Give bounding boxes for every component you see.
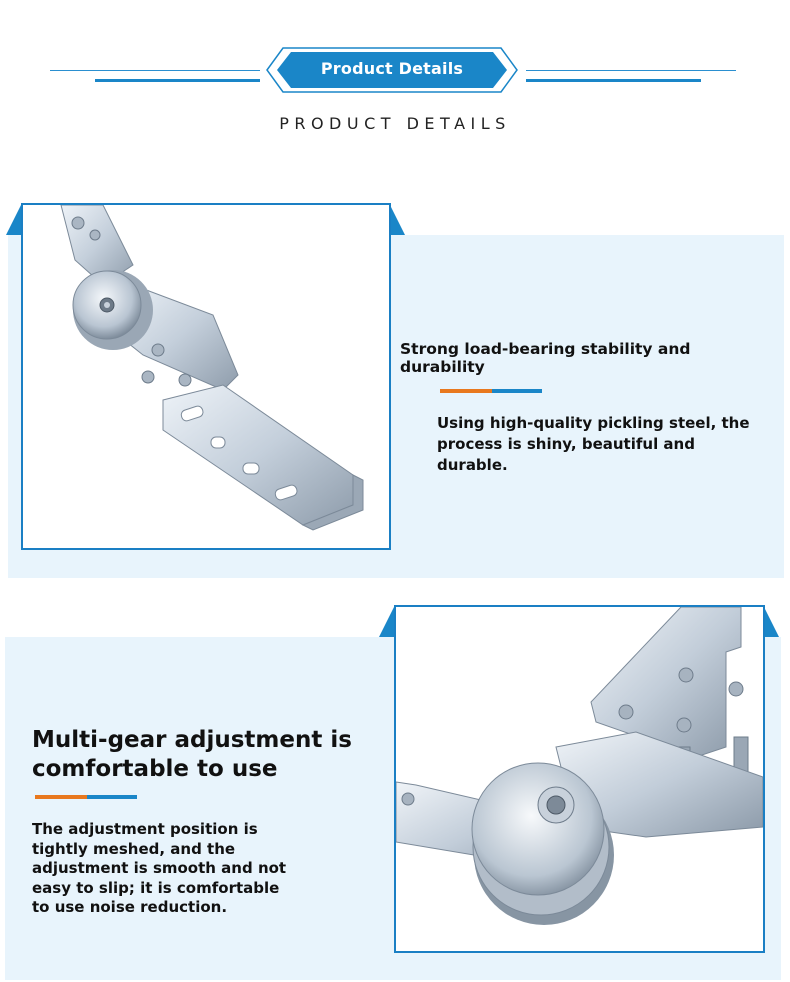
feature-1-image	[21, 203, 391, 550]
section-badge	[265, 46, 519, 94]
feature-2-divider-orange	[35, 795, 87, 799]
corner-accent-right	[389, 203, 407, 235]
feature-1-body: Using high-quality pickling steel, the process is shiny, beautiful and durable.	[437, 414, 750, 474]
feature-2-body: The adjustment position is tightly meshed, and the adjustment is smooth and not easy to slip; it is comfortable to use noise reduction.	[32, 820, 287, 916]
hinge-bracket-illustration	[23, 205, 389, 548]
hinge-gear-illustration	[396, 607, 763, 951]
feature-1-heading: Strong load-bearing stability and durability	[400, 340, 691, 376]
header-rule-right-bottom	[526, 79, 701, 82]
feature-1-divider-orange	[440, 389, 492, 393]
feature-2-divider-blue	[87, 795, 137, 799]
header-rule-right-top	[526, 70, 736, 71]
feature-1-divider-blue	[492, 389, 542, 393]
badge-label: Product Details	[320, 59, 464, 78]
page-subtitle: PRODUCT DETAILS	[279, 114, 511, 133]
corner-accent-right-2	[763, 605, 781, 637]
header-rule-left-bottom	[95, 79, 260, 82]
header-rule-left-top	[50, 70, 260, 71]
feature-2-image	[394, 605, 765, 953]
feature-2-heading: Multi-gear adjustment is comfortable to use	[32, 727, 352, 782]
